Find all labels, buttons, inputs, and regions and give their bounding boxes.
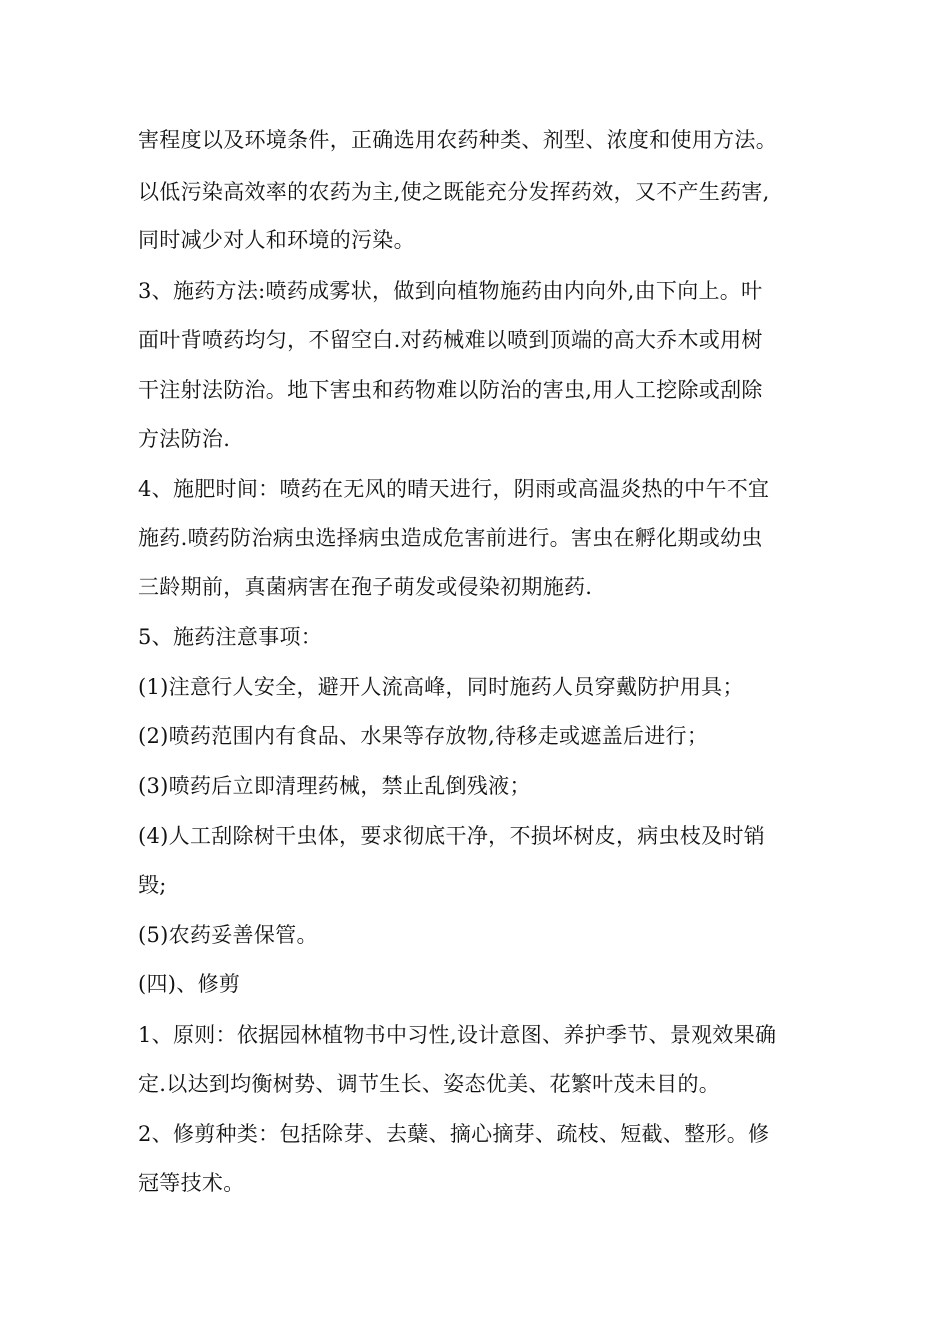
text-line: 害程度以及环境条件，正确选用农药种类、剂型、浓度和使用方法。 bbox=[138, 128, 777, 152]
section-heading: (四)、修剪 bbox=[138, 972, 241, 996]
text-line: 4、施肥时间：喷药在无风的晴天进行，阴雨或高温炎热的中午不宜 bbox=[138, 477, 770, 501]
text-line: 方法防治. bbox=[138, 427, 231, 451]
text-line: (4)人工刮除树干虫体，要求彻底干净，不损坏树皮，病虫枝及时销 bbox=[138, 824, 766, 848]
text-line: 定.以达到均衡树势、调节生长、姿态优美、花繁叶茂未目的。 bbox=[138, 1072, 721, 1096]
text-line: 同时减少对人和环境的污染。 bbox=[138, 228, 415, 252]
text-line: 面叶背喷药均匀，不留空白.对药械难以喷到顶端的高大乔木或用树 bbox=[138, 328, 763, 352]
text-line: 干注射法防治。地下害虫和药物难以防治的害虫,用人工挖除或刮除 bbox=[138, 378, 763, 402]
text-line: 5、施药注意事项： bbox=[138, 625, 323, 649]
text-line: 1、原则：依据园林植物书中习性,设计意图、养护季节、景观效果确 bbox=[138, 1023, 777, 1047]
text-line: 2、修剪种类：包括除芽、去蘖、摘心摘芽、疏枝、短截、整形。修 bbox=[138, 1122, 770, 1146]
text-line: 3、施药方法:喷药成雾状，做到向植物施药由内向外,由下向上。叶 bbox=[138, 279, 763, 303]
text-line: 三龄期前，真菌病害在孢子萌发或侵染初期施药. bbox=[138, 575, 593, 599]
text-line: 施药.喷药防治病虫选择病虫造成危害前进行。害虫在孵化期或幼虫 bbox=[138, 526, 763, 550]
text-line: 以低污染高效率的农药为主,使之既能充分发挥药效，又不产生药害, bbox=[138, 180, 770, 204]
text-line: 毁; bbox=[138, 873, 167, 897]
text-line: (1)注意行人安全，避开人流高峰，同时施药人员穿戴防护用具； bbox=[138, 675, 744, 699]
text-line: (5)农药妥善保管。 bbox=[138, 923, 318, 947]
text-line: 冠等技术。 bbox=[138, 1171, 245, 1195]
text-line: (3)喷药后立即清理药械，禁止乱倒残液； bbox=[138, 774, 531, 798]
text-line: (2)喷药范围内有食品、水果等存放物,待移走或遮盖后进行； bbox=[138, 724, 709, 748]
